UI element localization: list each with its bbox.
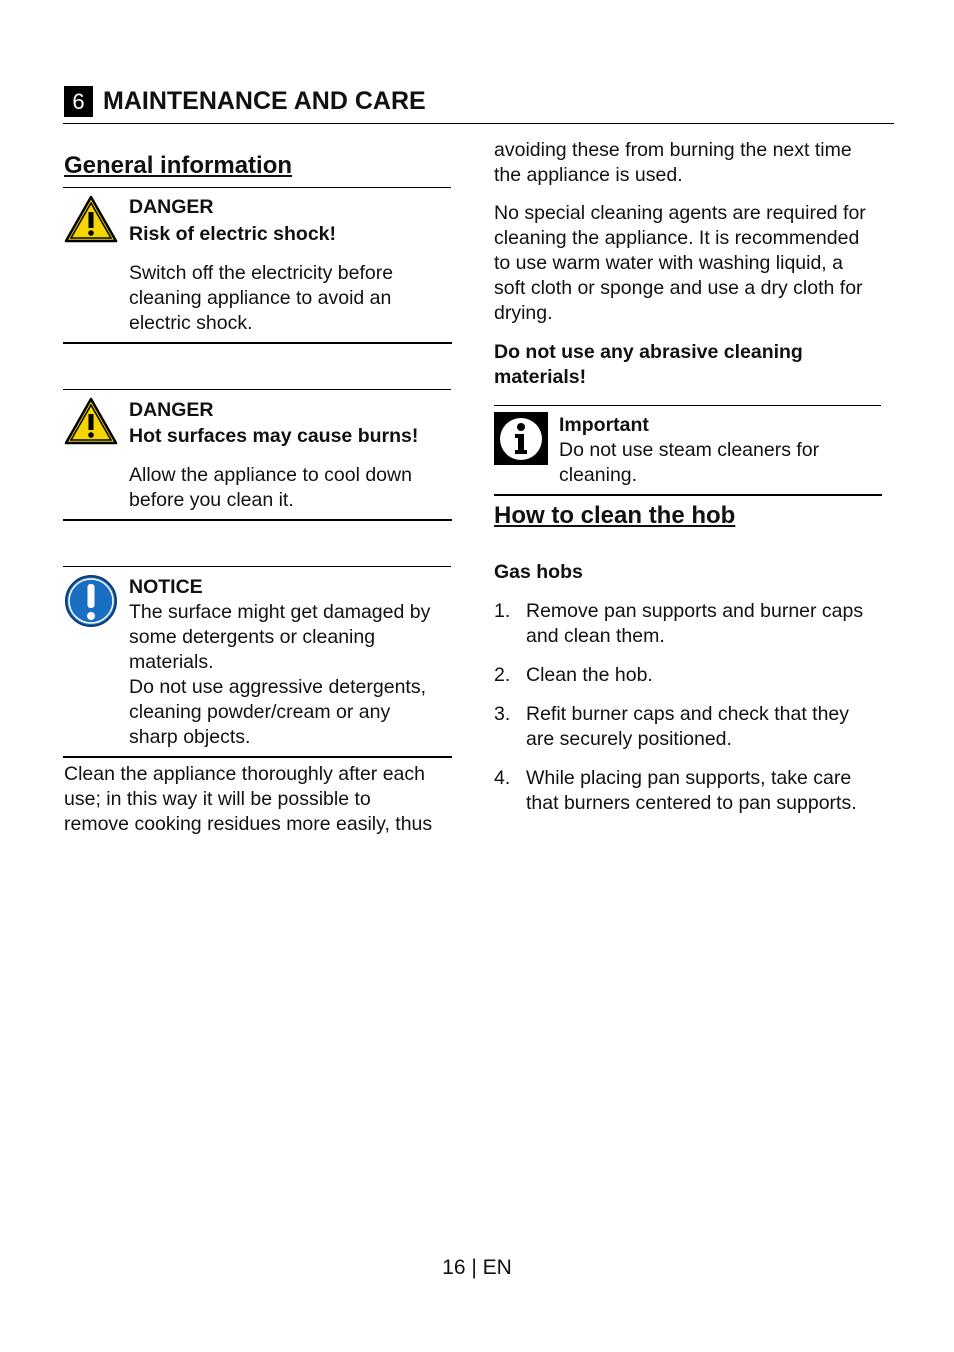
paragraph-cleaning-agents: No special cleaning agents are required for cleaning the appliance. It is recommended to use warm water with washing liquid, a soft cloth or sponge and use a dry cloth for drying.: [494, 202, 866, 324]
warning-triangle-icon: [64, 397, 118, 445]
danger-headline: Hot surfaces may cause burns!: [129, 425, 419, 447]
danger-label: DANGER: [129, 399, 214, 421]
important-label: Important: [559, 414, 649, 436]
warning-triangle-icon: [64, 195, 118, 243]
box-top-rule: [63, 187, 451, 188]
danger-body: Allow the appliance to cool down before you clean it.: [129, 464, 412, 511]
exclamation-circle-icon: [64, 574, 118, 628]
step-number: 1.: [494, 600, 511, 622]
box-bottom-rule: [63, 519, 452, 521]
important-body: Do not use steam cleaners for cleaning.: [559, 439, 820, 486]
section-title-general: General information: [64, 152, 293, 179]
step-text: Clean the hob.: [526, 664, 653, 686]
subheading-gas-hobs: Gas hobs: [494, 561, 583, 583]
chapter-title: MAINTENANCE AND CARE: [103, 87, 426, 115]
notice-label: NOTICE: [129, 576, 203, 598]
chapter-number: 6: [64, 86, 93, 117]
list-item: [494, 663, 894, 688]
abrasive-warning: Do not use any abrasive cleaning materials!: [494, 341, 803, 388]
step-text: While placing pan supports, take care that burners centered to pan supports.: [526, 767, 857, 814]
danger-headline: Risk of electric shock!: [129, 223, 336, 245]
list-item: [494, 766, 894, 816]
box-top-rule: [494, 405, 881, 406]
list-item: [494, 702, 894, 752]
box-bottom-rule: [63, 756, 452, 758]
chapter-divider: [63, 123, 894, 124]
danger-label: DANGER: [129, 196, 214, 218]
step-number: 2.: [494, 664, 511, 686]
step-number: 3.: [494, 703, 511, 725]
section-title-clean-hob: How to clean the hob: [494, 502, 736, 529]
step-list: [494, 599, 894, 816]
step-text: Remove pan supports and burner caps and clean them.: [526, 600, 864, 647]
page-number: 16 | EN: [442, 1256, 512, 1279]
cleaning-paragraph: Clean the appliance thoroughly after each use; in this way it will be possible to remove cooking residues more easily, thus: [64, 763, 433, 835]
box-bottom-rule: [63, 342, 452, 344]
step-text: Refit burner caps and check that they are securely positioned.: [526, 703, 850, 750]
danger-body: Switch off the electricity before cleaning appliance to avoid an electric shock.: [129, 262, 394, 334]
paragraph-continued: avoiding these from burning the next time the appliance is used.: [494, 139, 852, 186]
box-top-rule: [63, 566, 451, 567]
list-item: [494, 599, 894, 649]
box-top-rule: [63, 389, 451, 390]
step-number: 4.: [494, 767, 511, 789]
box-bottom-rule: [494, 494, 882, 496]
notice-body: The surface might get damaged by some detergents or cleaning materials. Do not use aggressive detergents, cleaning powder/cream or any sharp objects.: [129, 601, 431, 748]
info-icon: [494, 412, 548, 465]
